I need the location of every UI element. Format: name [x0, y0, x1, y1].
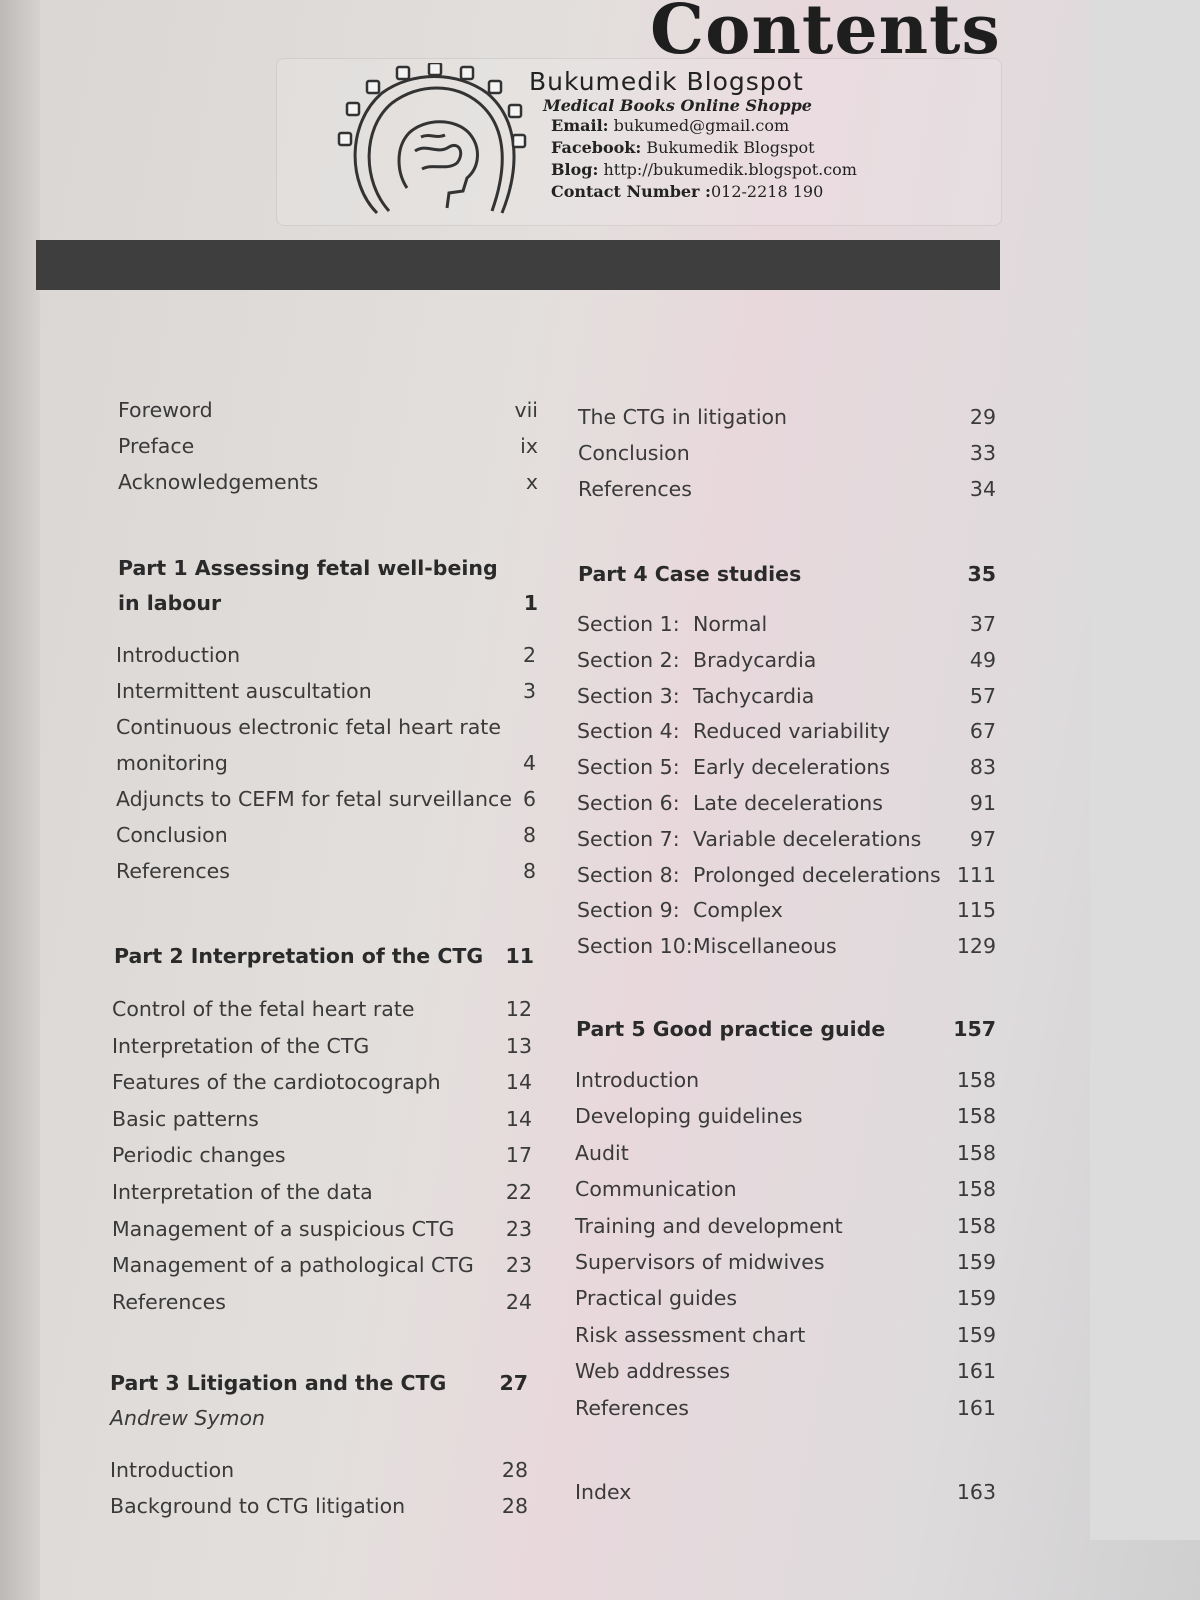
- page-number: 13: [505, 1033, 532, 1058]
- part-heading: [578, 562, 996, 592]
- entry-title: Periodic changes: [112, 1143, 286, 1168]
- toc-entry: [575, 1323, 996, 1353]
- toc-entry: [575, 1141, 996, 1171]
- seller-stamp: [276, 58, 1002, 226]
- entry-title: Part 5 Good practice guide: [576, 1017, 886, 1041]
- toc-entry: [112, 1143, 532, 1173]
- page-number: 11: [505, 944, 534, 968]
- entry-title: Conclusion: [116, 823, 228, 847]
- toc-entry: [575, 1068, 996, 1098]
- entry-title: Developing guidelines: [575, 1104, 803, 1129]
- toc-entry: [116, 643, 536, 673]
- page-number: 159: [956, 1286, 996, 1311]
- section-number: Section 7:: [577, 826, 680, 851]
- entry-title: Background to CTG litigation: [110, 1494, 406, 1518]
- page-number: 111: [956, 862, 996, 887]
- toc-entry: [577, 898, 996, 928]
- page-number: 158: [956, 1213, 996, 1238]
- section-number: Section 8:: [577, 862, 680, 887]
- part-heading: [110, 1371, 528, 1401]
- page-number: 3: [522, 679, 536, 703]
- entry-title: Practical guides: [575, 1286, 738, 1311]
- stamp-facebook: Facebook: Bukumedik Blogspot: [551, 138, 815, 157]
- entry-title: Management of a suspicious CTG: [112, 1216, 455, 1241]
- entry-title: Index: [575, 1480, 632, 1504]
- stamp-blog: Blog: http://bukumedik.blogspot.com: [551, 160, 857, 179]
- toc-entry: [577, 863, 996, 893]
- page-number: 161: [956, 1395, 996, 1420]
- page-number: 57: [969, 683, 996, 708]
- section-number: Section 2:: [577, 647, 680, 672]
- stamp-contact: Contact Number :012-2218 190: [551, 182, 824, 201]
- toc-entry: [116, 787, 536, 817]
- index-entry: [575, 1480, 996, 1510]
- entry-title: Part 3 Litigation and the CTG: [110, 1371, 447, 1395]
- toc-entry: [577, 648, 996, 678]
- stamp-email: Email: bukumed@gmail.com: [551, 116, 790, 135]
- page-number: 91: [969, 791, 996, 815]
- toc-entry: [116, 679, 536, 709]
- page-number: 129: [956, 934, 996, 959]
- page-number: 17: [505, 1143, 532, 1168]
- toc-entry: [577, 612, 996, 642]
- toc-entry: [110, 1458, 528, 1488]
- brain-head-logo-icon: [337, 63, 527, 223]
- toc-entry: [112, 1253, 532, 1283]
- entry-title: Interpretation of the CTG: [112, 1033, 370, 1058]
- section-number: Section 9:: [577, 898, 680, 923]
- part-heading: [118, 556, 538, 586]
- page-number: 33: [969, 441, 996, 465]
- page-number: 161: [956, 1359, 996, 1384]
- page-title: Contents: [650, 0, 1001, 70]
- page-number: 158: [956, 1068, 996, 1092]
- toc-entry: [577, 934, 996, 964]
- toc-entry: [112, 1034, 532, 1064]
- page-number: 23: [505, 1253, 532, 1278]
- entry-title: Normal: [693, 612, 768, 636]
- page-number: 115: [956, 898, 996, 923]
- page-number: 83: [969, 755, 996, 780]
- entry-title: Introduction: [110, 1458, 235, 1482]
- entry-title: Part 1 Assessing fetal well-being: [118, 556, 498, 580]
- next-page-edge: [1090, 0, 1200, 1540]
- page-number: 163: [956, 1480, 996, 1504]
- entry-title: Andrew Symon: [110, 1406, 266, 1430]
- part-author: [110, 1406, 528, 1436]
- toc-entry: [112, 997, 532, 1027]
- page-number: 67: [969, 719, 996, 744]
- toc-entry: [112, 1180, 532, 1210]
- section-number: Section 6:: [577, 791, 680, 815]
- toc-entry: [577, 827, 996, 857]
- entry-title: Reduced variability: [693, 719, 891, 744]
- toc-entry: [575, 1177, 996, 1207]
- toc-entry: [577, 684, 996, 714]
- toc-entry: [112, 1070, 532, 1100]
- page-number: 1: [523, 591, 538, 615]
- toc-entry: [575, 1359, 996, 1389]
- section-number: Section 3:: [577, 683, 680, 708]
- page-number: 12: [505, 997, 532, 1021]
- entry-title: References: [575, 1395, 689, 1420]
- toc-entry: [112, 1217, 532, 1247]
- header-band: [36, 240, 1000, 290]
- page-number: ix: [520, 434, 538, 458]
- page-number: 8: [522, 823, 536, 847]
- entry-title: Risk assessment chart: [575, 1322, 806, 1347]
- page-number: x: [525, 470, 538, 494]
- entry-title: Web addresses: [575, 1359, 731, 1384]
- page-number: 22: [505, 1180, 532, 1204]
- entry-title: References: [578, 477, 692, 501]
- page-number: 8: [522, 859, 536, 883]
- entry-title: Conclusion: [578, 441, 690, 465]
- entry-title: Intermittent auscultation: [116, 679, 372, 703]
- toc-entry: [118, 398, 538, 428]
- page-number: 97: [969, 826, 996, 851]
- entry-title: References: [112, 1289, 226, 1314]
- toc-entry: [116, 823, 536, 853]
- toc-entry: [575, 1396, 996, 1426]
- section-number: Section 5:: [577, 755, 680, 780]
- toc-entry: [577, 719, 996, 749]
- entry-title: References: [116, 859, 230, 883]
- page-number: 35: [967, 562, 996, 586]
- toc-entry: [112, 1290, 532, 1320]
- section-number: Section 4:: [577, 719, 680, 744]
- entry-title: Audit: [575, 1140, 629, 1165]
- page-number: 14: [505, 1106, 532, 1131]
- entry-title: Part 2 Interpretation of the CTG: [114, 944, 484, 968]
- toc-entry: [575, 1286, 996, 1316]
- toc-entry: [577, 755, 996, 785]
- facing-page-edge: [0, 0, 40, 1600]
- page-number: 159: [956, 1250, 996, 1274]
- entry-title: Communication: [575, 1177, 737, 1202]
- page-number: vii: [514, 398, 538, 422]
- page-number: 29: [969, 405, 996, 429]
- section-number: Section 10:: [577, 934, 693, 959]
- entry-title: Continuous electronic fetal heart rate: [116, 715, 501, 739]
- entry-title: Miscellaneous: [693, 934, 837, 959]
- page-number: 34: [969, 477, 996, 501]
- toc-entry: [116, 751, 536, 781]
- entry-title: The CTG in litigation: [578, 405, 788, 429]
- toc-entry: [578, 441, 996, 471]
- page-number: 158: [956, 1104, 996, 1129]
- entry-title: Acknowledgements: [118, 470, 319, 494]
- entry-title: Tachycardia: [693, 683, 815, 708]
- entry-title: Supervisors of midwives: [575, 1250, 825, 1274]
- page-number: 49: [969, 647, 996, 672]
- entry-title: Variable decelerations: [693, 826, 922, 851]
- toc-entry: [116, 859, 536, 889]
- toc-entry: [578, 405, 996, 435]
- entry-title: Adjuncts to CEFM for fetal surveillance: [116, 787, 512, 811]
- entry-title: Management of a pathological CTG: [112, 1253, 474, 1278]
- page-number: 157: [953, 1017, 996, 1041]
- stamp-subtitle: Medical Books Online Shoppe: [543, 96, 812, 115]
- page-number: 28: [501, 1494, 528, 1518]
- entry-title: Late decelerations: [693, 791, 883, 815]
- entry-title: Features of the cardiotocograph: [112, 1070, 441, 1095]
- page-number: 158: [956, 1177, 996, 1202]
- entry-title: Prolonged decelerations: [693, 862, 941, 887]
- entry-title: Bradycardia: [693, 647, 817, 672]
- page-number: 2: [522, 643, 536, 667]
- entry-title: Basic patterns: [112, 1106, 259, 1131]
- entry-title: Foreword: [118, 398, 213, 422]
- page-number: 14: [505, 1070, 532, 1095]
- toc-entry: [577, 791, 996, 821]
- entry-title: Interpretation of the data: [112, 1180, 373, 1204]
- toc-entry: [116, 715, 536, 745]
- entry-title: Early decelerations: [693, 755, 891, 780]
- page-number: 28: [501, 1458, 528, 1482]
- toc-entry: [578, 477, 996, 507]
- part-heading: [576, 1017, 996, 1047]
- page-number: 158: [956, 1140, 996, 1165]
- toc-entry: [118, 470, 538, 500]
- toc-entry: [575, 1250, 996, 1280]
- page-number: 24: [505, 1289, 532, 1314]
- stamp-brand: Bukumedik Blogspot: [529, 67, 804, 96]
- toc-entry: [575, 1104, 996, 1134]
- toc-entry: [118, 434, 538, 464]
- part-heading: [118, 591, 538, 621]
- toc-entry: [575, 1214, 996, 1244]
- entry-title: Control of the fetal heart rate: [112, 997, 415, 1021]
- entry-title: Introduction: [116, 643, 241, 667]
- part-heading: [114, 944, 534, 974]
- entry-title: in labour: [118, 591, 222, 615]
- page-number: 23: [505, 1216, 532, 1241]
- entry-title: monitoring: [116, 751, 228, 775]
- section-number: Section 1:: [577, 612, 680, 636]
- entry-title: Training and development: [575, 1213, 843, 1238]
- entry-title: Introduction: [575, 1068, 700, 1092]
- page-number: 37: [969, 612, 996, 636]
- toc-entry: [110, 1494, 528, 1524]
- entry-title: Complex: [693, 898, 783, 923]
- entry-title: Part 4 Case studies: [578, 562, 802, 586]
- page-number: 159: [956, 1322, 996, 1347]
- toc-entry: [112, 1107, 532, 1137]
- page-number: 27: [499, 1371, 528, 1395]
- entry-title: Preface: [118, 434, 195, 458]
- page-number: 6: [522, 787, 536, 811]
- page-number: 4: [522, 751, 536, 775]
